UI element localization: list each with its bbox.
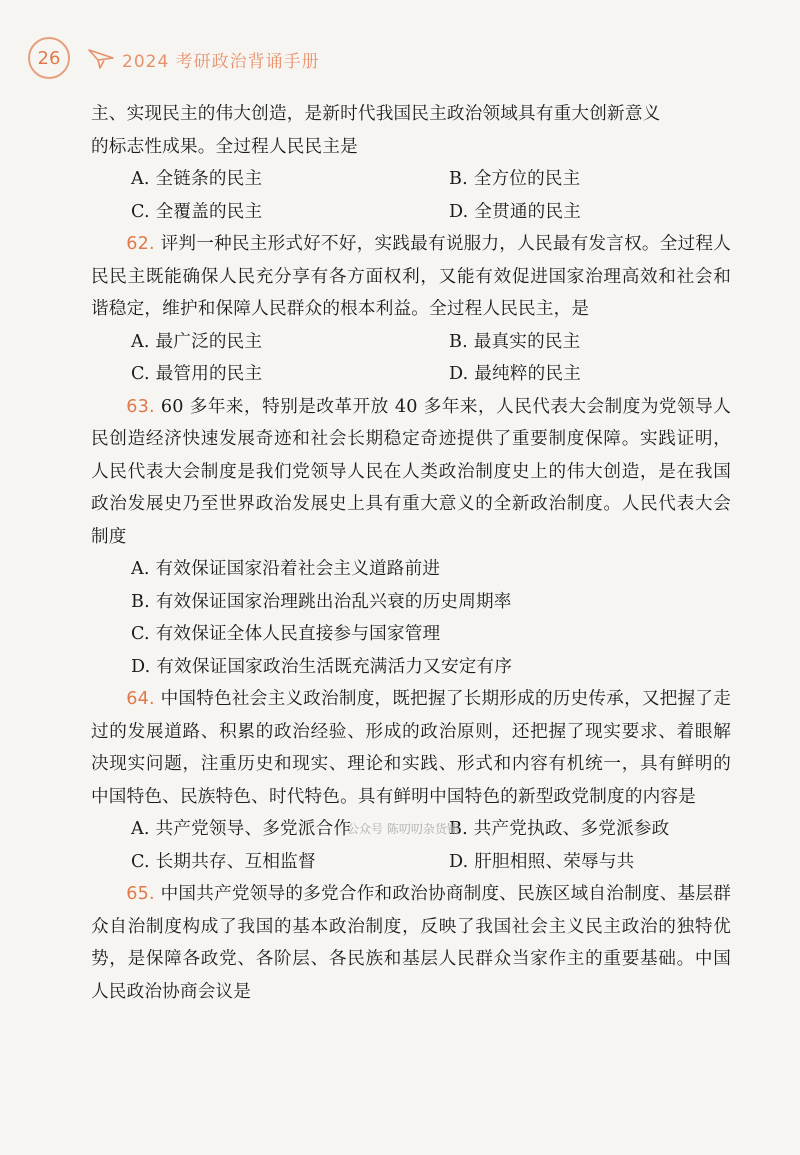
option-d: D. 全贯通的民主 — [449, 201, 582, 222]
question-text: 中国特色社会主义政治制度，既把握了长期形成的历史传承，又把握了走过的发展道路、积累的政治经验、形成的政治原则，还把握了现实要求、着眼解决现实问题，注重历史和现实、理论和实践、形式和内容有机统一，具有鲜明的中国特色、民族特色、时代特色。具有鲜明中国特色的新型政党制度的内容是 — [91, 689, 731, 807]
question-number: 63. — [126, 396, 155, 417]
option-a: A. 共产党领导、多党派合作 — [131, 819, 352, 839]
question-62 — [91, 228, 731, 326]
option-d: D. 最纯粹的民主 — [449, 364, 582, 384]
question-65 — [91, 878, 731, 1008]
question-63 — [91, 391, 731, 554]
option-a: A. 有效保证国家沿着社会主义道路前进 — [131, 559, 441, 579]
question-content — [91, 98, 731, 1008]
book-title: 2024 考研政治背诵手册 — [122, 52, 320, 72]
option-c: C. 长期共存、互相监督 — [131, 851, 316, 872]
option-c: C. 有效保证全体人民直接参与国家管理 — [131, 624, 441, 644]
option-b: B. 全方位的民主 — [449, 169, 581, 189]
option-b: B. 最真实的民主 — [449, 331, 581, 352]
option-a: A. 最广泛的民主 — [131, 331, 263, 352]
option-c: C. 全覆盖的民主 — [131, 201, 263, 222]
question-text: 中国共产党领导的多党合作和政治协商制度、民族区域自治制度、基层群众自治制度构成了我国的基本政治制度，反映了我国社会主义民主政治的独特优势，是保障各政党、各阶层、各民族和基层人民群众当家作主的重要基础。中国人民政治协商会议是 — [91, 884, 731, 1002]
option-d: D. 肝胆相照、荣辱与共 — [449, 851, 635, 872]
page-number: 26 — [28, 37, 70, 79]
question-text: 60 多年来，特别是改革开放 40 多年来，人民代表大会制度为党领导人民创造经济快速发展奇迹和社会长期稳定奇迹提供了重要制度保障。实践证明，人民代表大会制度是我们党领导人民在人类政治制度史上的伟大创造，是在我国政治发展史乃至世界政治发展史上具有重大意义的全新政治制度。人民代表大会制度 — [91, 396, 731, 547]
q62-options — [91, 326, 731, 391]
question-64 — [91, 683, 731, 813]
watermark: 公众号 陈叨叨杂货铺 — [347, 822, 459, 836]
intro-line: 主、实现民主的伟大创造，是新时代我国民主政治领域具有重大创新意义 — [91, 104, 661, 124]
option-b: B. 有效保证国家治理跳出治乱兴衰的历史周期率 — [131, 591, 512, 612]
question-number: 64. — [126, 689, 155, 709]
option-a: A. 全链条的民主 — [131, 169, 263, 189]
paper-plane-icon — [88, 48, 114, 70]
option-d: D. 有效保证国家政治生活既充满活力又安定有序 — [131, 656, 513, 677]
question-number: 62. — [126, 234, 155, 254]
q61-options — [91, 163, 731, 228]
option-b: B. 共产党执政、多党派参政 — [449, 819, 670, 839]
question-text: 评判一种民主形式好不好，实践最有说服力，人民最有发言权。全过程人民民主既能确保人民充分享有各方面权利，又能有效促进国家治理高效和社会和谐稳定，维护和保障人民群众的根本利益。全过程人民民主，是 — [91, 234, 731, 319]
intro-line: 的标志性成果。全过程人民民主是 — [91, 136, 358, 157]
option-c: C. 最管用的民主 — [131, 364, 263, 384]
question-number: 65. — [126, 884, 155, 904]
